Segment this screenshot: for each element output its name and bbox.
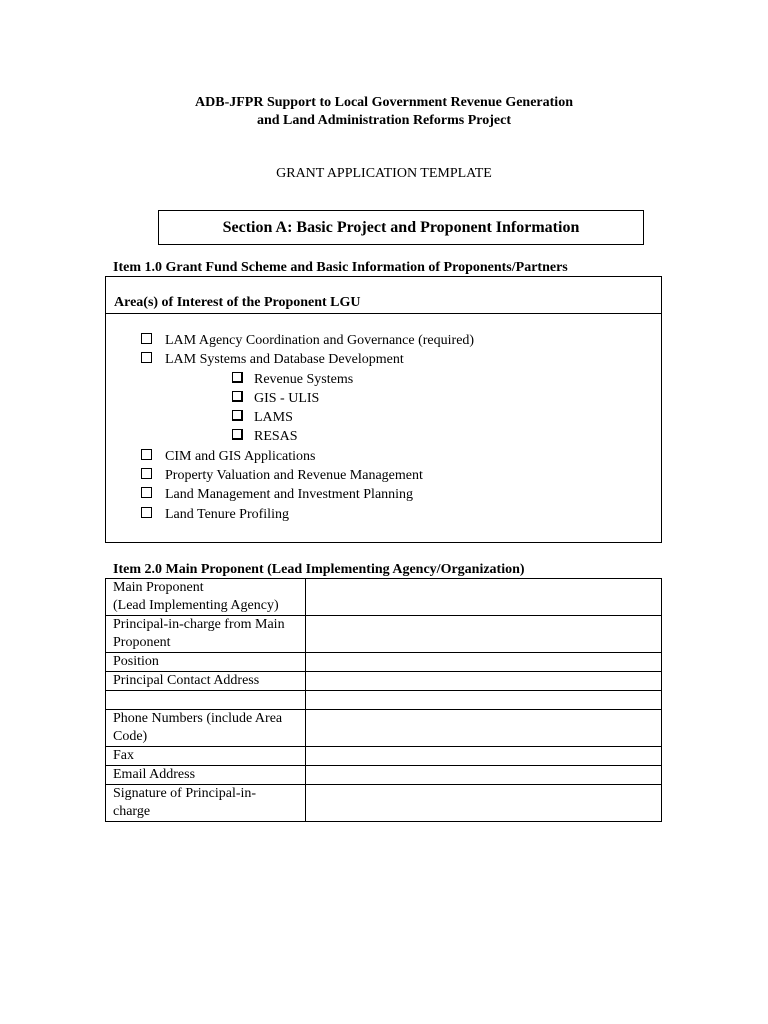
- option-label: Land Tenure Profiling: [165, 507, 289, 522]
- option-land-management[interactable]: [141, 486, 413, 504]
- option-property-valuation[interactable]: [141, 467, 423, 485]
- document-type: GRANT APPLICATION TEMPLATE: [276, 166, 492, 181]
- checkbox-icon[interactable]: [141, 507, 152, 518]
- option-label: GIS - ULIS: [254, 391, 320, 406]
- checkbox-icon[interactable]: [141, 352, 152, 363]
- row-label: [106, 785, 306, 822]
- row-label: [106, 616, 306, 653]
- sub-option-revenue-systems[interactable]: [232, 371, 353, 389]
- table-row: [106, 616, 662, 653]
- value-cell[interactable]: [306, 747, 662, 766]
- option-label: CIM and GIS Applications: [165, 449, 316, 464]
- option-label: RESAS: [254, 429, 298, 444]
- label-line: charge: [113, 804, 151, 819]
- checkbox-icon[interactable]: [141, 449, 152, 460]
- value-cell[interactable]: [306, 616, 662, 653]
- value-cell[interactable]: [306, 766, 662, 785]
- document-title-line-1: ADB-JFPR Support to Local Government Revenue Generation: [195, 95, 573, 110]
- option-lam-agency-coordination[interactable]: [141, 332, 474, 350]
- table-row: [106, 579, 662, 616]
- option-label: LAM Systems and Database Development: [165, 352, 404, 367]
- option-label: Revenue Systems: [254, 372, 354, 387]
- row-label: Fax: [106, 747, 306, 766]
- item-2-heading: Item 2.0 Main Proponent (Lead Implementing Agency/Organization): [113, 562, 525, 577]
- option-label: LAMS: [254, 410, 293, 425]
- checkbox-icon[interactable]: [141, 333, 152, 344]
- row-label: Position: [106, 653, 306, 672]
- option-cim-gis-applications[interactable]: [141, 448, 316, 466]
- label-line: (Lead Implementing Agency): [113, 598, 279, 613]
- checkbox-icon[interactable]: [232, 410, 243, 421]
- item-1-heading: Item 1.0 Grant Fund Scheme and Basic Information of Proponents/Partners: [113, 260, 568, 275]
- row-label: Principal Contact Address: [106, 672, 306, 691]
- table-row: [106, 691, 662, 710]
- section-a-title-text: Section A: Basic Project and Proponent Information: [222, 218, 580, 236]
- option-land-tenure-profiling[interactable]: [141, 506, 289, 524]
- label-line: Proponent: [113, 635, 171, 650]
- main-proponent-table: [105, 578, 662, 822]
- value-cell[interactable]: [306, 785, 662, 822]
- table-row: [106, 710, 662, 747]
- checkbox-icon[interactable]: [141, 468, 152, 479]
- document-title-line-2: and Land Administration Reforms Project: [256, 113, 512, 128]
- option-label: Land Management and Investment Planning: [165, 487, 414, 502]
- checkbox-icon[interactable]: [232, 372, 243, 383]
- areas-of-interest-header: Area(s) of Interest of the Proponent LGU: [106, 277, 661, 314]
- areas-of-interest-box: [105, 276, 662, 543]
- table-row: [106, 785, 662, 822]
- sub-option-lams[interactable]: [232, 409, 293, 427]
- section-a-title: [158, 210, 644, 245]
- table-row: [106, 672, 662, 691]
- value-cell[interactable]: [306, 710, 662, 747]
- table-row: [106, 653, 662, 672]
- option-label: LAM Agency Coordination and Governance (required): [165, 333, 475, 348]
- value-cell[interactable]: [306, 579, 662, 616]
- value-cell[interactable]: [306, 672, 662, 691]
- label-line: Main Proponent: [113, 580, 204, 595]
- checkbox-icon[interactable]: [232, 391, 243, 402]
- checkbox-icon[interactable]: [141, 487, 152, 498]
- value-cell[interactable]: [306, 653, 662, 672]
- option-label: Property Valuation and Revenue Management: [165, 468, 423, 483]
- row-label: Email Address: [106, 766, 306, 785]
- table-row: [106, 766, 662, 785]
- label-line: Principal-in-charge from Main: [113, 617, 285, 632]
- label-line: Phone Numbers (include Area: [113, 711, 283, 726]
- value-cell[interactable]: [306, 691, 662, 710]
- row-label: [106, 691, 306, 710]
- sub-option-resas[interactable]: [232, 428, 298, 446]
- row-label: [106, 710, 306, 747]
- sub-option-gis-ulis[interactable]: [232, 390, 319, 408]
- label-line: Code): [113, 729, 148, 744]
- row-label: [106, 579, 306, 616]
- checkbox-icon[interactable]: [232, 429, 243, 440]
- label-line: Signature of Principal-in-: [113, 786, 257, 801]
- table-row: [106, 747, 662, 766]
- option-lam-systems-database[interactable]: [141, 351, 404, 369]
